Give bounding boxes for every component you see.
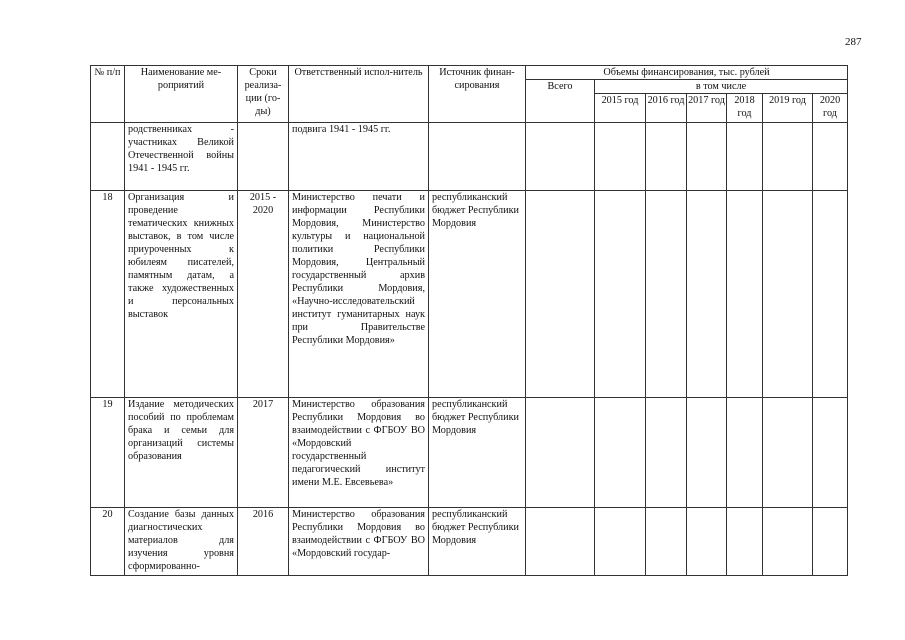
row-number: 18 xyxy=(91,191,125,398)
table-row xyxy=(91,508,848,576)
row-2016 xyxy=(646,398,687,508)
row-responsible: Министерство образования Республики Мордовия во взаимодействии с ФГБОУ ВО «Мордовский государ- xyxy=(289,508,429,576)
row-total xyxy=(526,123,595,191)
row-terms: 2015 - 2020 xyxy=(238,191,289,398)
header-financing-volumes: Объемы финансирования, тыс. рублей xyxy=(526,66,848,80)
header-event-name: Наименование ме-роприятий xyxy=(125,66,238,123)
row-2017 xyxy=(687,123,727,191)
row-terms xyxy=(238,123,289,191)
row-event-name: Создание базы данных диагностических материалов для изучения уровня сформированно- xyxy=(125,508,238,576)
row-2020 xyxy=(813,398,848,508)
table-row xyxy=(91,191,848,398)
row-event-name: Издание методических пособий по проблемам брака и семьи для организаций системы образования xyxy=(125,398,238,508)
financing-table-wrapper xyxy=(90,65,848,576)
row-funding-source xyxy=(429,123,526,191)
row-2016 xyxy=(646,191,687,398)
header-year-2016: 2016 год xyxy=(646,94,687,123)
header-year-2018: 2018 год xyxy=(727,94,763,123)
row-funding-source: республиканский бюджет Республики Мордовия xyxy=(429,191,526,398)
row-2015 xyxy=(595,191,646,398)
row-2018 xyxy=(727,123,763,191)
table-row xyxy=(91,123,848,191)
row-total xyxy=(526,508,595,576)
financing-table xyxy=(90,65,848,576)
row-2020 xyxy=(813,191,848,398)
header-year-2017: 2017 год xyxy=(687,94,727,123)
table-row xyxy=(91,398,848,508)
row-funding-source: республиканский бюджет Республики Мордовия xyxy=(429,398,526,508)
header-responsible: Ответственный испол-нитель xyxy=(289,66,429,123)
row-2020 xyxy=(813,123,848,191)
page-number: 287 xyxy=(845,36,862,48)
row-2019 xyxy=(763,398,813,508)
header-funding-source: Источник финан-сирования xyxy=(429,66,526,123)
row-number: 20 xyxy=(91,508,125,576)
row-responsible: Министерство образования Республики Мордовия во взаимодействии с ФГБОУ ВО «Мордовский государственный педагогический институт имени М.Е. Евсевьева» xyxy=(289,398,429,508)
row-2018 xyxy=(727,508,763,576)
row-2017 xyxy=(687,191,727,398)
row-terms: 2017 xyxy=(238,398,289,508)
header-year-2019: 2019 год xyxy=(763,94,813,123)
row-number: 19 xyxy=(91,398,125,508)
row-2018 xyxy=(727,191,763,398)
row-event-name: родственниках - участниках Великой Отечественной войны 1941 - 1945 гг. xyxy=(125,123,238,191)
row-2015 xyxy=(595,508,646,576)
header-terms: Сроки реализа-ции (го-ды) xyxy=(238,66,289,123)
row-event-name: Организация и проведение тематических книжных выставок, в том числе приуроченных к юбилеям писателей, памятным датам, а также художественных и персональных выставок xyxy=(125,191,238,398)
row-2019 xyxy=(763,191,813,398)
row-responsible: Министерство печати и информации Республики Мордовия, Министерство культуры и национальной политики Республики Мордовия, Центральный государственный архив Республики Мордовия, «Научно-исследовательский институт гуманитарных наук при Правительстве Республики Мордовия» xyxy=(289,191,429,398)
row-2016 xyxy=(646,508,687,576)
row-2015 xyxy=(595,398,646,508)
row-total xyxy=(526,398,595,508)
row-2019 xyxy=(763,508,813,576)
row-2020 xyxy=(813,508,848,576)
row-2016 xyxy=(646,123,687,191)
row-responsible: подвига 1941 - 1945 гг. xyxy=(289,123,429,191)
header-number: № п/п xyxy=(91,66,125,123)
row-total xyxy=(526,191,595,398)
row-2017 xyxy=(687,398,727,508)
header-year-2020: 2020 год xyxy=(813,94,848,123)
header-including: в том числе xyxy=(595,80,848,94)
row-number xyxy=(91,123,125,191)
row-terms: 2016 xyxy=(238,508,289,576)
row-2015 xyxy=(595,123,646,191)
row-2018 xyxy=(727,398,763,508)
header-total: Всего xyxy=(526,80,595,123)
row-2019 xyxy=(763,123,813,191)
row-funding-source: республиканский бюджет Республики Мордовия xyxy=(429,508,526,576)
row-2017 xyxy=(687,508,727,576)
header-year-2015: 2015 год xyxy=(595,94,646,123)
header-row-1 xyxy=(91,66,848,80)
